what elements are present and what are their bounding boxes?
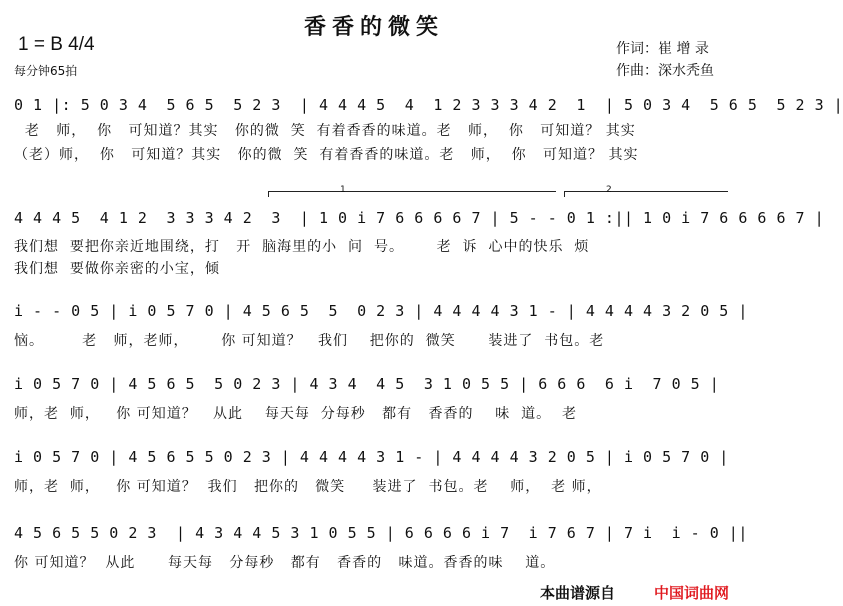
notation-line-1: 0 1 |: 5 0 3 4 5 6 5 5 2 3 | 4 4 4 5 4 1 2 3 3 3 4 2 1 | 5 0 3 4 5 6 5 5 2 3 | <box>14 96 843 114</box>
lyric-line-4: 师，老 师， 你 可知道？ 从此 每天每 分每秒 都有 香香的 味 道。 老 <box>14 406 578 422</box>
volta-bracket-1-tick <box>268 191 269 197</box>
key-signature: 1 = B 4/4 <box>18 34 95 55</box>
tempo-marking: 每分钟65拍 <box>14 64 78 78</box>
lyric-line-3: 恼。 老 师，老师， 你 可知道？ 我们 把你的 微笑 装进了 书包。老 <box>14 333 605 349</box>
volta-number-2: 2 <box>606 185 612 195</box>
lyric-line-6: 你 可知道？ 从此 每天每 分每秒 都有 香香的 味道。香香的味 道。 <box>14 555 556 571</box>
notation-line-2: 4 4 4 5 4 1 2 3 3 3 4 2 3 | 1 0 i 7 6 6 6 6 7 | 5 - - 0 1 :|| 1 0 i 7 6 6 6 6 7 | <box>14 209 825 227</box>
song-title: 香香的微笑 <box>303 14 444 40</box>
lyric-line-5: 师，老 师， 你 可知道？ 我们 把你的 微笑 装进了 书包。老 师， 老 师， <box>14 479 602 495</box>
notation-line-5: i 0 5 7 0 | 4 5 6 5 5 0 2 3 | 4 4 4 4 3 1 - | 4 4 4 4 3 2 0 5 | i 0 5 7 0 | <box>14 448 729 466</box>
lyric-line-2b: 我们想 要做你亲密的小宝，倾 <box>14 261 220 277</box>
notation-line-4: i 0 5 7 0 | 4 5 6 5 5 0 2 3 | 4 3 4 4 5 3 1 0 5 5 | 6 6 6 6 i 7 0 5 | <box>14 375 720 393</box>
notation-line-6: 4 5 6 5 5 0 2 3 | 4 3 4 4 5 3 1 0 5 5 | 6 6 6 6 i 7 i 7 6 7 | 7 i i - 0 || <box>14 524 748 542</box>
lyric-line-2a: 我们想 要把你亲近地围绕，打 开 脑海里的小 问 号。 老 诉 心中的快乐 烦 <box>14 239 590 255</box>
volta-bracket-2-tick <box>564 191 565 197</box>
notation-line-3: i - - 0 5 | i 0 5 7 0 | 4 5 6 5 5 0 2 3 | 4 4 4 4 3 1 - | 4 4 4 4 3 2 0 5 | <box>14 302 748 320</box>
composer-credit: 作曲：深水秃鱼 <box>616 63 714 79</box>
source-note: 本曲谱源自 <box>540 584 616 602</box>
volta-number-1: 1 <box>340 185 346 195</box>
volta-bracket-1 <box>268 191 556 192</box>
lyric-line-1b: （老）师， 你 可知道？其实 你的微 笑 有着香香的味道。老 师， 你 可知道？ 其实 <box>14 147 639 163</box>
lyric-line-1a: 老 师， 你 可知道？其实 你的微 笑 有着香香的味道。老 师， 你 可知道？ 其实 <box>14 123 636 139</box>
site-watermark: 中国词曲网 <box>654 584 730 602</box>
lyricist-credit: 作词：崔 增 录 <box>616 41 709 57</box>
volta-bracket-2 <box>564 191 728 192</box>
